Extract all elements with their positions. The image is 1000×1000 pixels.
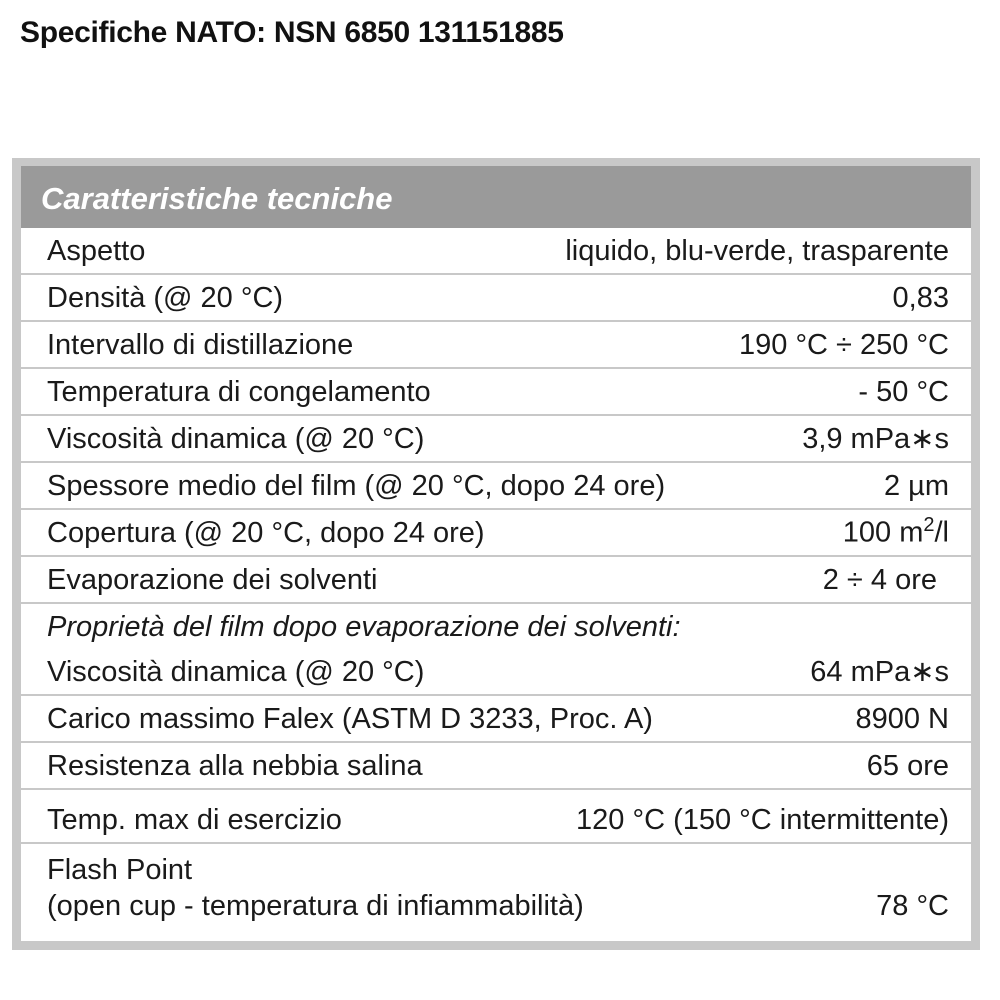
flash-point-label: Flash Point: [47, 854, 193, 886]
row-value: 65 ore: [866, 750, 949, 782]
flash-point-value: 78 °C: [876, 890, 949, 922]
row-label: Intervallo di distillazione: [47, 329, 354, 361]
row-value: 190 °C ÷ 250 °C: [739, 329, 949, 361]
row-value: liquido, blu-verde, trasparente: [565, 235, 949, 267]
table-row: [21, 696, 971, 743]
table-row: [21, 649, 971, 696]
row-value: 3,9 mPa∗s: [802, 423, 949, 455]
section-row: [21, 604, 971, 649]
specs-table: [12, 158, 980, 950]
value-unit: /l: [934, 517, 949, 549]
row-label: Carico massimo Falex (ASTM D 3233, Proc. A): [47, 703, 653, 735]
table-row: [21, 557, 971, 604]
row-value: - 50 °C: [858, 376, 949, 408]
row-value: 8900 N: [855, 703, 949, 735]
value-superscript: 2: [923, 514, 935, 537]
row-label: Aspetto: [47, 235, 146, 267]
page-title: Specifiche NATO: NSN 6850 131151885: [20, 16, 564, 49]
row-value: 120 °C (150 °C intermittente): [576, 804, 949, 836]
row-value: [843, 514, 949, 550]
row-value: 64 mPa∗s: [810, 656, 949, 688]
row-value: 2 ÷ 4 ore: [822, 564, 937, 596]
row-label: Viscosità dinamica (@ 20 °C): [47, 423, 425, 455]
row-label: Temp. max di esercizio: [47, 804, 342, 836]
table-row: [21, 743, 971, 790]
row-label: Temperatura di congelamento: [47, 376, 431, 408]
row-label: Evaporazione dei solventi: [47, 564, 378, 596]
table-row: [21, 416, 971, 463]
table-header: Caratteristiche tecniche: [21, 166, 971, 228]
table-row: [21, 463, 971, 510]
row-label: Copertura (@ 20 °C, dopo 24 ore): [47, 517, 485, 549]
table-row: [21, 510, 971, 557]
flash-point-row: [21, 844, 971, 936]
row-label: Viscosità dinamica (@ 20 °C): [47, 656, 425, 688]
row-label: Densità (@ 20 °C): [47, 282, 284, 314]
section-title: Proprietà del film dopo evaporazione dei solventi:: [47, 611, 681, 643]
table-row: [21, 790, 971, 844]
row-value: 2 µm: [883, 470, 949, 502]
table-row: [21, 369, 971, 416]
table-row: [21, 322, 971, 369]
table-row: [21, 275, 971, 322]
row-label: Spessore medio del film (@ 20 °C, dopo 24 ore): [47, 470, 666, 502]
row-label: Resistenza alla nebbia salina: [47, 750, 423, 782]
table-row: [21, 228, 971, 275]
row-value: 0,83: [892, 282, 949, 314]
flash-point-sublabel: (open cup - temperatura di infiammabilità): [47, 890, 584, 922]
value-main: 100 m: [842, 517, 924, 549]
